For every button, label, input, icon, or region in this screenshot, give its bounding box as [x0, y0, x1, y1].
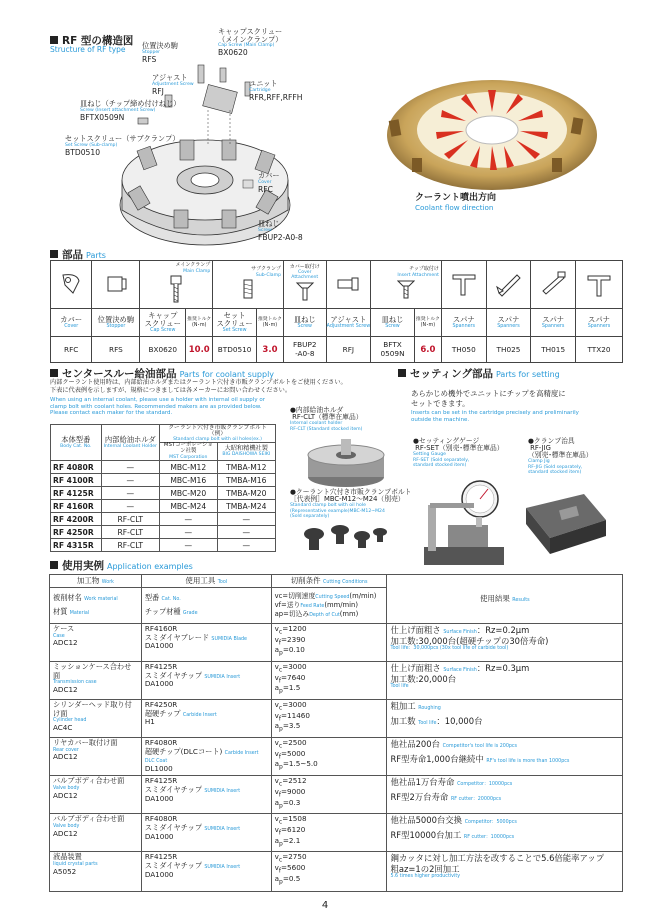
label-unit [249, 80, 302, 102]
coolant-table [50, 424, 276, 552]
label-unit-jp: ユニット [249, 79, 278, 88]
coolant-flow-jp: クーラント噴出方向 [415, 193, 497, 203]
label-stopper-en: Stopper [142, 49, 161, 55]
label-capscrew-en: Cap Screw (Main Clamp) [218, 43, 275, 49]
label-unit-val: RFR,RFF,RFFH [249, 92, 303, 102]
setting-jig-en: Clamp Jig RF-JIG (Sold separately, standard stocked item) [528, 459, 583, 475]
apps-table [49, 574, 623, 892]
coolant-holder-caption [290, 407, 363, 432]
label-screw [258, 220, 303, 242]
coolant-bolt-jp: ●クーラント穴付き市販クランプボルト ［代表例］MBC-M12〜M24（別売） [290, 488, 412, 504]
coolant-holder-en: Internal coolant holder RF-CLT (Standard stocked item) [290, 421, 363, 432]
label-screw-val: FBUP2-A0-8 [258, 232, 303, 242]
apps-title: 使用実例 Application examples [50, 558, 193, 573]
label-stopper-jp: 位置決め駒 [142, 41, 178, 50]
parts-title: 部品 Parts [50, 247, 106, 262]
label-capscrew-val: BX0620 [218, 48, 248, 58]
apps-row: シリンダーヘッド取り付け面 Cylinder head AC4C RF4250R 超硬チップ Carbide Insert H1 $v_c=3000$ $v_f=11460$ $a_p=3.5$ 粗加工 Roughing 加工数 Tool life：10,000台 [50, 699, 623, 737]
apps-header-row: 加工物 Work 使用工具 Tool 切削条件 Cutting Conditions 使用結果 Results [50, 575, 623, 588]
setting-jig-photo [520, 490, 612, 560]
coolant-row: RF 4160R — MBC-M24 TMBA-M24 [51, 500, 276, 513]
setting-desc-jp: あらかじめ機外でユニットにチップを高精度に セットできます。 [411, 389, 566, 408]
label-screw-en: Screw [258, 227, 272, 233]
adjust-icon [326, 261, 371, 309]
coolant-header-2: MSTコーポレーション社製 MST Corporation 大昭和精機社製 BIG DAISHOWA SEIKI [51, 443, 276, 461]
label-capscrew-jp: キャップスクリュー （メインクランプ） [218, 27, 283, 44]
setting-gauge-jp: ●セッティングゲージ RF-SET（別売･標準在庫品） [413, 437, 504, 453]
label-insert-screw-jp: 皿ねじ（チップ締め付けねじ） [80, 99, 181, 108]
label-setscrew-val: BTD0510 [65, 147, 101, 157]
apps-row: バルブボディ合わせ面 Valve body ADC12 RF4080R スミダイヤチップ SUMIDIA Insert DA1000 $v_c=1508$ $v_f=6120$ $a_p=2.1$ 他社品5000台交換 Competitor：5000pcs RF型10000台加工 RF cutter：10000pcs [50, 814, 623, 852]
stopper-icon [92, 261, 140, 309]
spanner-icon-4 [576, 261, 623, 309]
label-stopper [142, 42, 178, 64]
label-cover [258, 172, 280, 194]
cover-icon [51, 261, 92, 309]
label-capscrew [218, 28, 282, 57]
label-cover-jp: カバー [258, 171, 280, 180]
coolant-flow-photo [372, 60, 597, 190]
apps-row: リヤカバー取付け面 Rear cover ADC12 RF4080R 超硬チップ(DLCコート) Carbide Insert DLC Coat DL1000 $v_c=2500$ $v_f=5000$ $a_p=1.5\sim 5.0$ 他社品200台 Competitor's tool life is 200pcs RF型寿命1,000台継続中 RF's tool life is more than 1000pcs [50, 737, 623, 775]
label-unit-en: Cartridge [249, 87, 271, 93]
coolant-desc-en: When using an internal coolant, please use a holder with internal oil supply or clamp bolt with coolant holes. Recommended makers are as provided below. Please contact each maker for the standard. [50, 397, 265, 417]
coolant-row: RF 4125R — MBC-M20 TMBA-M20 [51, 487, 276, 500]
parts-icon-row [51, 261, 623, 309]
apps-subheader-row: 被削材名 Work material 材質 Material 型番 Cat. No. チップ材種 Grade vc=切削速度Cutting Speed(m/min) vf=送りFeed Rate(mm/min) ap=切込みDepth of Cut(mm) [50, 587, 623, 623]
coolant-flow-label [415, 190, 496, 212]
label-insert-screw-en: Screw (Insert attachment Screw) [80, 107, 156, 113]
label-stopper-val: RFS [142, 54, 157, 64]
coolant-bolt-photo [300, 520, 390, 560]
apps-row: バルブボディ合わせ面 Valve body ADC12 RF4125R スミダイヤチップ SUMIDIA Insert DA1000 $v_c=2512$ $v_f=9000$ $a_p=0.3$ 他社品1万台寿命 Competitor：10000pcs RF型2万台寿命 RF cutter：20000pcs [50, 776, 623, 814]
parts-header-row: カバー Cover 位置決め駒 Stopper キャップ スクリュー Cap Screw 推奨トルク (N･m) セット スクリュー Set Screw 推奨トルク (N･m) 皿ねじ Screw アジャスト Adjustment Screw 皿ねじ Screw 推奨トルク (N･m) スパナ Spanners スパナ Spanners スパナ Spanners スパナ Spanners [51, 309, 623, 337]
page-number: 4 [321, 900, 329, 911]
label-adjust-jp: アジャスト [152, 73, 188, 82]
insert-screw-icon: チップ取付け Insert Attachment [371, 261, 442, 309]
coolant-bolt-en: Standard clamp bolt with oil hole (Representative example)MBC-M12~M24 (Sold separately) [290, 503, 385, 519]
apps-row: ミッションケース合わせ面 Transmission case ADC12 RF4125R スミダイヤチップ SUMIDIA Insert DA1000 $v_c=3000$ $v_f=7640$ $a_p=1.5$ 仕上げ面粗さ Surface Finish：Rz=0.3μm 加工数:20,000台 Tool life [50, 661, 623, 699]
label-adjust-val: RFJ [152, 86, 164, 96]
coolant-flow-en: Coolant flow direction [415, 203, 494, 212]
spanner-icon-2 [486, 261, 531, 309]
label-setscrew-jp: セットスクリュー（サブクランプ） [65, 134, 180, 143]
apps-row: ケース Case ADC12 RF4160R スミダイヤブレード SUMIDIA Blade DA1000 $v_c=1200$ $v_f=2390$ $a_p=0.10$ 仕上げ面粗さ Surface Finish：Rz=0.2μm 加工数:30,000台(超硬チップの30倍寿命) Tool life：30,000pcs (30x tool life of carbide tool) [50, 623, 623, 661]
label-cover-en: Cover [258, 179, 272, 185]
label-setscrew-en: Set Screw (Sub-clamp) [65, 142, 118, 148]
capscrew-icon: メインクランプ Main Clamp [140, 261, 213, 309]
setting-title: セッティング部品 Parts for setting [398, 366, 560, 381]
coolant-holder-jp: ●内部給油ホルダ RF-CLT（標準在庫品） [290, 406, 363, 422]
setting-gauge-caption [413, 438, 504, 468]
label-insert-screw [80, 100, 180, 122]
setting-desc-en: Inserts can be set in the cartridge precisely and preliminarily outside the machine. [411, 410, 579, 423]
coolant-row: RF 4080R — MBC-M12 TMBA-M12 [51, 461, 276, 474]
label-screw-jp: 皿ねじ [258, 219, 280, 228]
label-cover-val: RFC [258, 184, 273, 194]
coolant-header-1: 本体型番 Body Cat. No. 内部給油ホルダ Internal Coolant Holder クーラント穴付き市販クランプボルト（例） Standard clamp bolt with oil holes(ex.) [51, 425, 276, 443]
label-adjust-en: Adjustment Screw [152, 81, 194, 87]
coolant-bolt-caption [290, 489, 411, 519]
setting-jig-caption [528, 438, 593, 475]
parts-value-row: RFC RFS BX0620 10.0 BTD0510 3.0 FBUP2 -A0-8 RFJ BFTX 0509N 6.0 TH050 TH025 TH015 TTX20 [51, 337, 623, 363]
coolant-row: RF 4250R RF-CLT — — [51, 526, 276, 539]
setting-jig-jp: ●クランプ治具 RF-JIG （別売･標準在庫品） [528, 437, 593, 460]
label-adjust [152, 74, 194, 96]
setting-gauge-photo [412, 475, 512, 570]
cover-screw-icon: カバー取付け Cover Attachment [284, 261, 327, 309]
coolant-row: RF 4315R RF-CLT — — [51, 539, 276, 552]
label-insert-screw-val: BFTX0509N [80, 112, 125, 122]
coolant-desc-jp: 内部クーラント使用時は、内部給油ホルダまたはクーラント穴付き市販クランプボルトをご使用ください。 下表に代表例を示しますが、規格につきましては各メーカーにお問い合わせください。 [50, 379, 347, 395]
coolant-row: RF 4200R RF-CLT — — [51, 513, 276, 526]
coolant-row: RF 4100R — MBC-M16 TMBA-M16 [51, 474, 276, 487]
spanner-icon-1 [441, 261, 486, 309]
coolant-holder-photo [305, 437, 387, 489]
apps-row: 液晶装置 liquid crystal parts A5052 RF4125R スミダイヤチップ SUMIDIA Insert DA1000 $v_c=2750$ $v_f=5600$ $a_p=0.5$ 鋼カッタに対し加工方法を改することで5.6倍能率アップ 粗az=1の2回加工 5.6 times higher productivity [50, 852, 623, 892]
setting-gauge-en: Setting Gauge RF-SET (Sold separately, standard stocked item) [413, 452, 470, 468]
structure-title: RF 型の構造図 [50, 33, 133, 48]
structure-title-en: Structure of RF type [50, 45, 126, 54]
coolant-title: センタースルー給油部品 Parts for coolant supply [50, 366, 274, 381]
parts-table [50, 260, 623, 363]
spanner-icon-3 [531, 261, 576, 309]
label-setscrew [65, 135, 180, 157]
setscrew-icon: サブクランプ Sub-Clamp [213, 261, 284, 309]
